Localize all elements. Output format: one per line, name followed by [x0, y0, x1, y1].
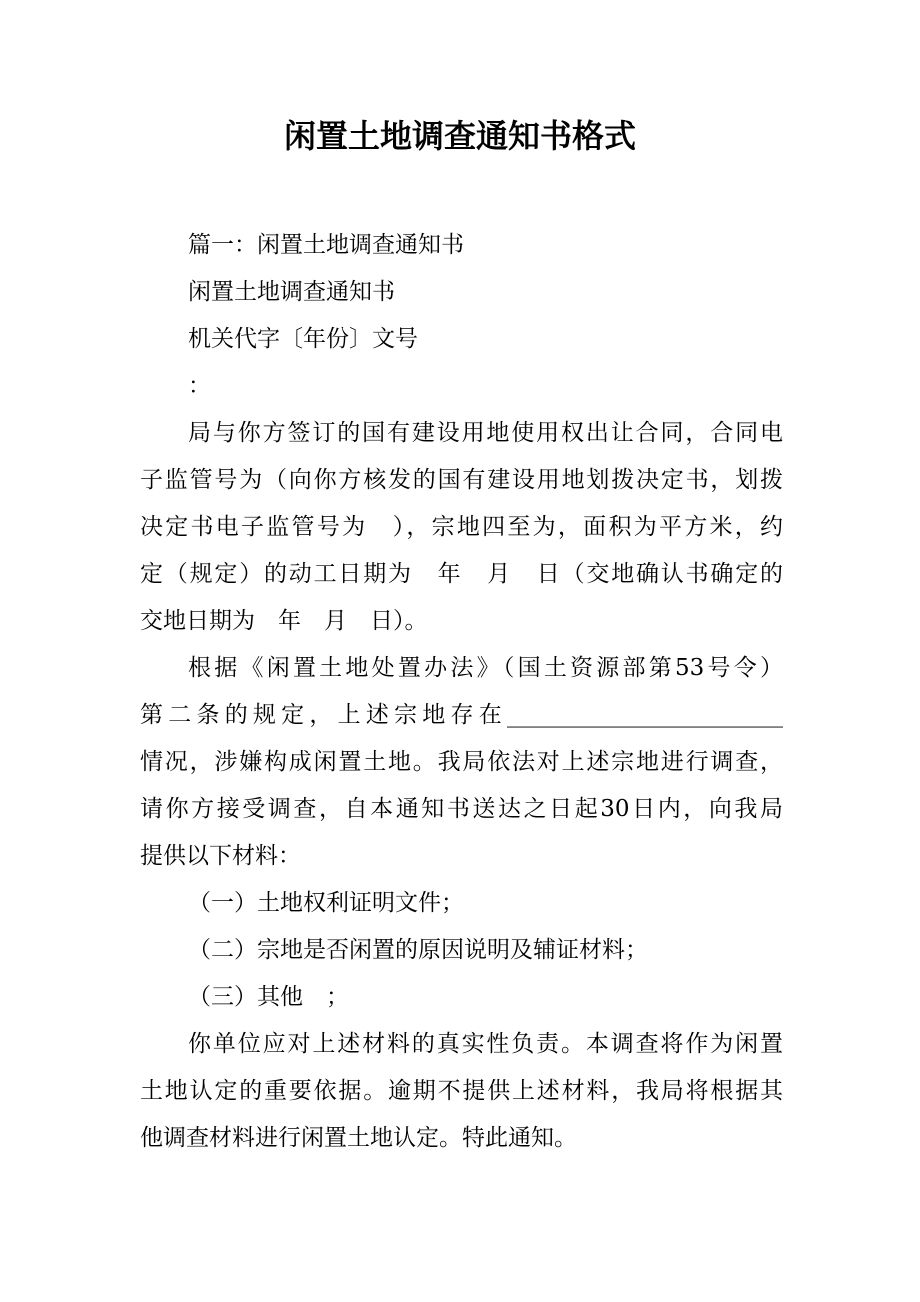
- recipient-line: ：: [188, 373, 211, 399]
- notice-name: 闲置土地调查通知书: [188, 279, 395, 305]
- document-body: [140, 222, 783, 1162]
- material-item: （三）其他 ；: [188, 984, 349, 1010]
- paragraph-line: 决定书电子监管号为 ），宗地四至为，面积为平方米，约: [140, 514, 783, 540]
- paragraph-line: 定（规定）的动工日期为 年 月 日（交地确认书确定的: [140, 561, 783, 587]
- section-heading: 篇一：闲置土地调查通知书: [188, 232, 464, 258]
- paragraph-line: 情况，涉嫌构成闲置土地。我局依法对上述宗地进行调查，: [140, 749, 783, 775]
- document-title: 闲置土地调查通知书格式: [283, 117, 636, 155]
- paragraph-line: 交地日期为 年 月 日）。: [140, 608, 428, 634]
- paragraph-line: 子监管号为（向你方核发的国有建设用地划拨决定书，划拨: [140, 467, 783, 493]
- material-item: （二）宗地是否闲置的原因说明及辅证材料；: [188, 937, 648, 963]
- paragraph-line: 局与你方签订的国有建设用地使用权出让合同，合同电: [188, 420, 783, 446]
- paragraph-line: 第二条的规定，上述宗地存在________________________: [140, 702, 783, 728]
- document-number: 机关代字〔年份〕文号: [188, 326, 418, 352]
- paragraph-line: 请你方接受调查，自本通知书送达之日起30日内，向我局: [140, 796, 783, 822]
- material-item: （一）土地权利证明文件；: [188, 890, 464, 916]
- paragraph-line: 你单位应对上述材料的真实性负责。本调查将作为闲置: [188, 1031, 783, 1057]
- paragraph-line: 土地认定的重要依据。逾期不提供上述材料，我局将根据其: [140, 1078, 783, 1104]
- paragraph-line: 提供以下材料：: [140, 843, 301, 869]
- paragraph-line: 他调查材料进行闲置土地认定。特此通知。: [140, 1125, 577, 1151]
- paragraph-line: 根据《闲置土地处置办法》（国土资源部第53号令）: [188, 655, 783, 681]
